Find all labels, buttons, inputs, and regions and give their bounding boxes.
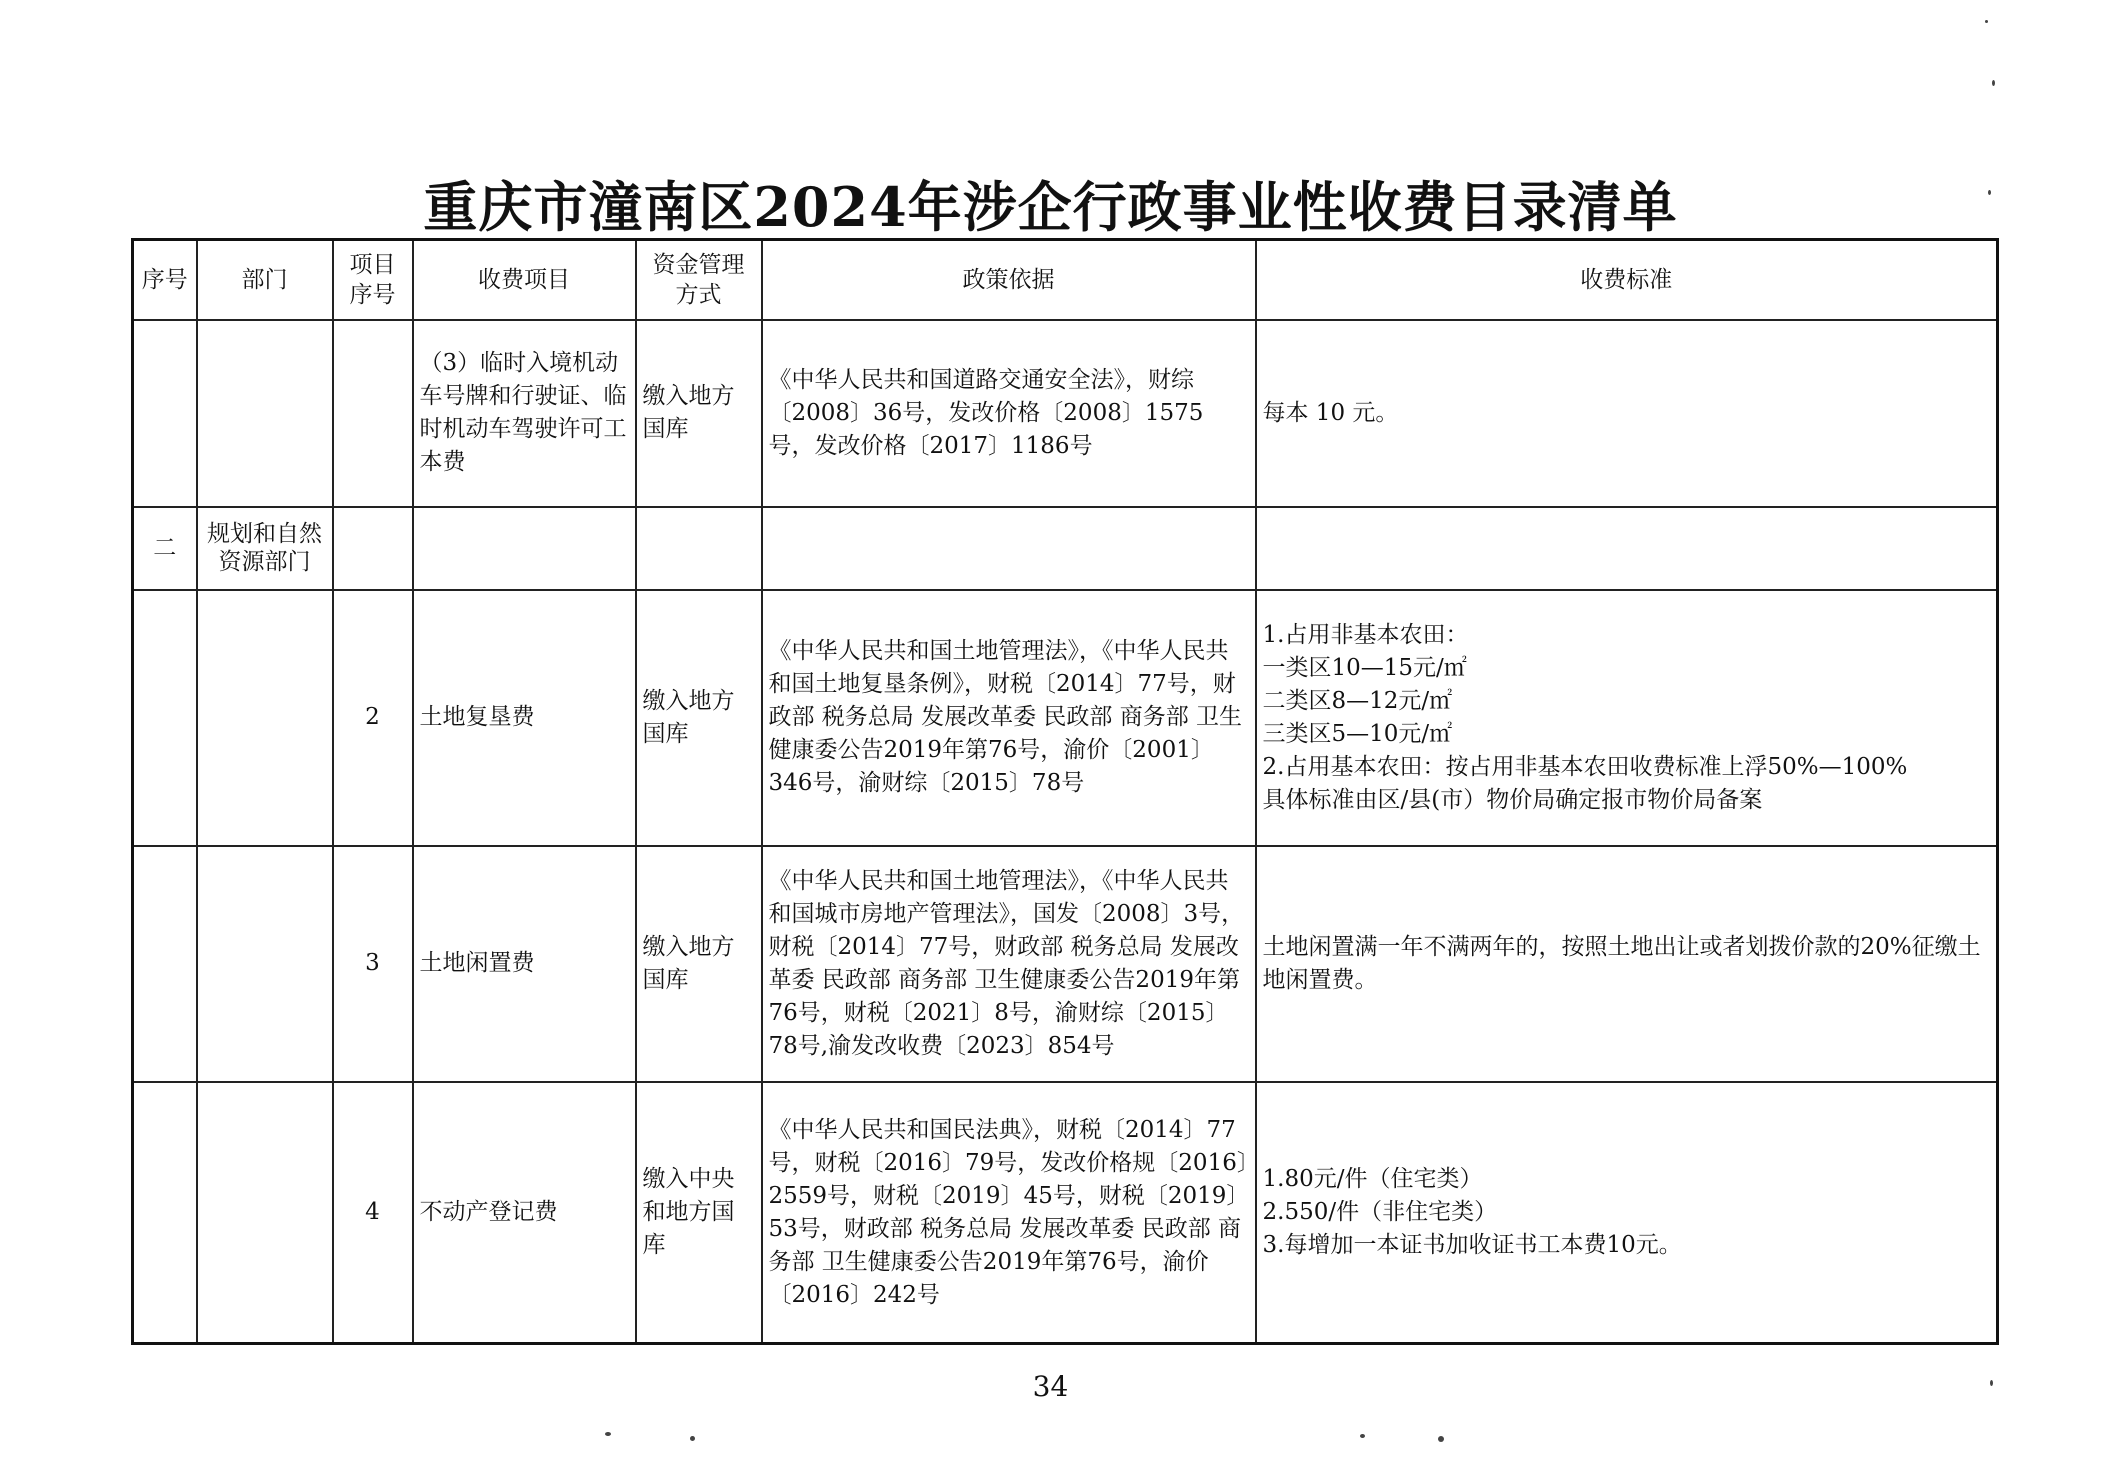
cell-item: 土地复垦费 [413, 590, 636, 846]
scan-speck [1990, 1380, 1993, 1386]
page-number: 34 [1032, 1370, 1069, 1403]
standard-line: 2.550/件（非住宅类） [1262, 1199, 1498, 1226]
fee-catalog-table [131, 238, 1999, 1345]
cell-item-no: 4 [333, 1082, 413, 1343]
cell-item: 土地闲置费 [413, 846, 636, 1083]
cell-dept [197, 1082, 333, 1343]
standard-line: 2.占用基本农田：按占用非基本农田收费标准上浮50%—100% [1262, 753, 1908, 780]
standard-line: 二类区8—12元/㎡ [1262, 687, 1453, 714]
cell-policy: 《中华人民共和国土地管理法》，《中华人民共和国土地复垦条例》，财税〔2014〕77号，财政部 税务总局 发展改革委 民政部 商务部 卫生健康委公告2019年第76号，渝价〔2001〕346号，渝财综〔2015〕78号 [762, 590, 1256, 846]
header-standard: 收费标准 [1256, 240, 1998, 320]
cell-policy: 《中华人民共和国道路交通安全法》，财综〔2008〕36号，发改价格〔2008〕1575号，发改价格〔2017〕1186号 [762, 320, 1256, 508]
cell-fund: 缴入地方国库 [636, 846, 762, 1083]
cell-seq: 二 [133, 507, 197, 589]
cell-fund: 缴入中央和地方国库 [636, 1082, 762, 1343]
header-policy: 政策依据 [762, 240, 1256, 320]
header-fund: 资金管理方式 [636, 240, 762, 320]
cell-fund: 缴入地方国库 [636, 320, 762, 508]
cell-policy: 《中华人民共和国土地管理法》，《中华人民共和国城市房地产管理法》，国发〔2008〕3号，财税〔2014〕77号，财政部 税务总局 发展改革委 民政部 商务部 卫生健康委公告2019年第76号，财税〔2021〕8号，渝财综〔2015〕78号,渝发改收费〔2023〕854号 [762, 846, 1256, 1083]
cell-item-no [333, 320, 413, 508]
cell-standard [1256, 507, 1998, 589]
table-row [133, 507, 1998, 589]
standard-line: 3.每增加一本证书加收证书工本费10元。 [1262, 1232, 1682, 1259]
scan-speck [1992, 80, 1995, 86]
table-header-row [133, 240, 1998, 320]
scan-speck [605, 1432, 611, 1436]
standard-line: 一类区10—15元/㎡ [1262, 654, 1467, 681]
header-item-no: 项目序号 [333, 240, 413, 320]
cell-dept [197, 320, 333, 508]
table-row [133, 1082, 1998, 1343]
page-title: 重庆市潼南区2024年涉企行政事业性收费目录清单 [423, 175, 1678, 239]
cell-item: （3）临时入境机动车号牌和行驶证、临时机动车驾驶许可工本费 [413, 320, 636, 508]
cell-seq [133, 846, 197, 1083]
cell-fund: 缴入地方国库 [636, 590, 762, 846]
cell-item-no: 2 [333, 590, 413, 846]
cell-dept [197, 590, 333, 846]
cell-seq [133, 590, 197, 846]
standard-line: 每本 10 元。 [1262, 399, 1399, 426]
cell-standard [1256, 1082, 1998, 1343]
header-dept: 部门 [197, 240, 333, 320]
scan-speck [1438, 1436, 1444, 1442]
scan-speck [690, 1436, 695, 1441]
table-row [133, 590, 1998, 846]
cell-item-no: 3 [333, 846, 413, 1083]
standard-line: 具体标准由区/县(市）物价局确定报市物价局备案 [1262, 786, 1763, 813]
scan-speck [1988, 190, 1991, 195]
cell-dept: 规划和自然资源部门 [197, 507, 333, 589]
cell-policy [762, 507, 1256, 589]
cell-dept [197, 846, 333, 1083]
standard-line: 三类区5—10元/㎡ [1262, 720, 1453, 747]
header-item: 收费项目 [413, 240, 636, 320]
cell-standard [1256, 846, 1998, 1083]
cell-policy: 《中华人民共和国民法典》，财税〔2014〕77号，财税〔2016〕79号，发改价格规〔2016〕2559号，财税〔2019〕45号，财税〔2019〕53号，财政部 税务总局 发展改革委 民政部 商务部 卫生健康委公告2019年第76号，渝价〔2016〕242号 [762, 1082, 1256, 1343]
cell-item: 不动产登记费 [413, 1082, 636, 1343]
standard-line: 土地闲置满一年不满两年的，按照土地出让或者划拨价款的20%征缴土地闲置费。 [1262, 933, 1981, 993]
cell-item-no [333, 507, 413, 589]
table-row [133, 320, 1998, 508]
cell-standard [1256, 590, 1998, 846]
scan-speck [1360, 1434, 1365, 1438]
standard-line: 1.80元/件（住宅类） [1262, 1166, 1483, 1193]
cell-item [413, 507, 636, 589]
cell-standard [1256, 320, 1998, 508]
table-row [133, 846, 1998, 1083]
scan-speck [1985, 20, 1988, 23]
header-seq: 序号 [133, 240, 197, 320]
standard-line: 1.占用非基本农田： [1262, 621, 1469, 648]
cell-fund [636, 507, 762, 589]
cell-seq [133, 320, 197, 508]
cell-seq [133, 1082, 197, 1343]
